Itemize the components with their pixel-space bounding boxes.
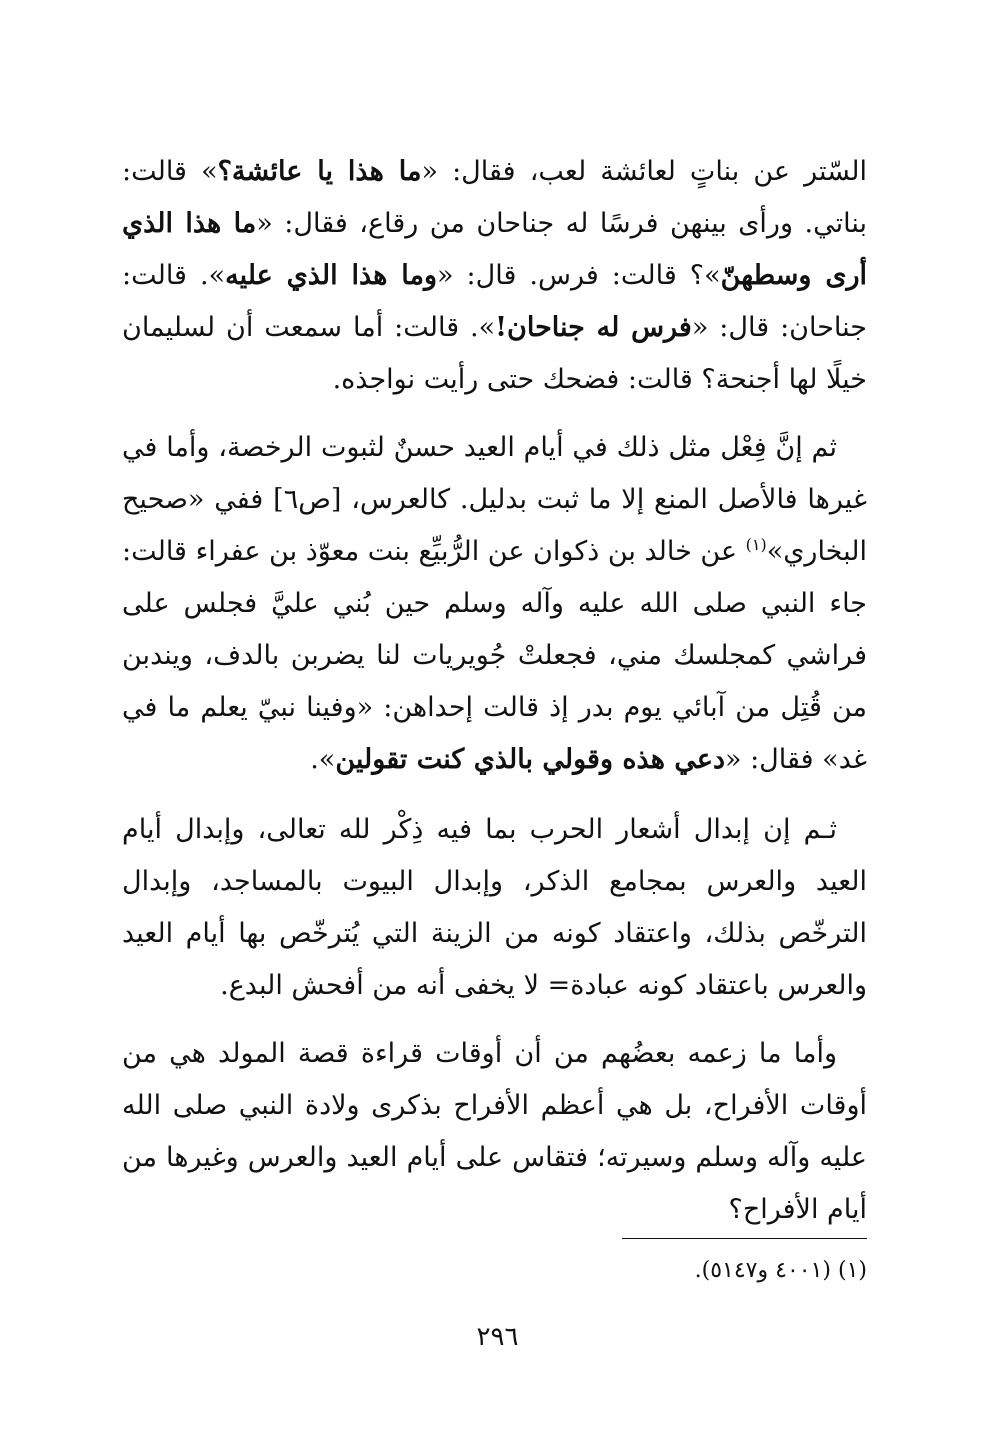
main-text: [122, 146, 867, 1236]
paragraph-3: [122, 804, 867, 1012]
text-segment: ثـم إن إبدال أشعار الحرب بما فيه ذِكْر لله تعالى، وإبدال أيام العيد والعرس بمجامع الذكر، وإبدال البيوت بالمساجد، وإبدال الترخّص بذلك، واعتقاد كونه من الزينة التي يُترخّص بها أيام العيد والعرس باعتقاد كونه عبادة= لا يخفى أنه من أفحش البدع.: [122, 814, 868, 1001]
footnote-marker: (١): [837, 1258, 867, 1283]
text-segment: وأما ما زعمه بعضُهم من أن أوقات قراءة قصة المولد هي من أوقات الأفراح، بل هي أعظم الأفراح بذكرى ولادة النبي صلى الله عليه وآله وسلم وسيرته؛ فتقاس على أيام العيد والعرس وغيرها من أيام الأفراح؟: [122, 1038, 867, 1225]
text-segment: ثم إنَّ فِعْل مثل ذلك في أيام العيد حسنٌ لثبوت الرخصة، وأما في غيرها فالأصل المنع إلا ما ثبت بدليل. كالعرس، [ص٦] ففي «صحيح البخاري»: [122, 432, 868, 567]
page-number: ٢٩٦: [476, 1322, 519, 1352]
footnote-separator: [622, 1238, 867, 1239]
text-segment: ».: [310, 744, 336, 775]
text-segment: ». قالت: أما سمعت أن لسليمان خيلًا لها أجنحة؟ قالت: فضحك حتى رأيت نواجذه.: [122, 312, 867, 395]
paragraph-4: [122, 1028, 867, 1236]
bold-quote: دعي هذه وقولي بالذي كنت تقولين: [335, 744, 725, 775]
bold-quote: فرس له جناحان!: [495, 312, 692, 343]
paragraph-1: [122, 146, 867, 406]
bold-quote: ما هذا الذي أرى وسطهنّ: [122, 208, 867, 291]
text-segment: السّتر عن بناتٍ لعائشة لعب، فقال: «: [421, 156, 867, 187]
paragraph-2: [122, 422, 867, 786]
footnote-reference: (١): [745, 535, 767, 554]
footnote-text: (٤٠٠١ و٥١٤٧).: [694, 1258, 831, 1283]
bold-quote: وما هذا الذي عليه: [225, 260, 437, 291]
footnote: [267, 1254, 867, 1288]
bold-quote: ما هذا يا عائشة؟: [217, 156, 422, 187]
text-segment: عن خالد بن ذكوان عن الرُّبيِّع بنت معوّذ بن عفراء قالت: جاء النبي صلى الله عليه وآله وسلم حين بُني عليَّ فجلس على فراشي كمجلسك مني، فجعلتْ جُويريات لنا يضربن بالدف، ويندبن من قُتِل من آبائي يوم بدر إذ قالت إحداهن: «وفينا نبيّ يعلم ما في غد» فقال: «: [122, 536, 867, 775]
text-segment: » قالت: بناتي. ورأى بينهن فرسًا له جناحان من رقاع، فقال: «: [122, 156, 867, 239]
text-segment: ». قالت: جناحان: قال: «: [122, 260, 867, 343]
text-segment: »؟ قالت: فرس. قال: «: [437, 260, 721, 291]
